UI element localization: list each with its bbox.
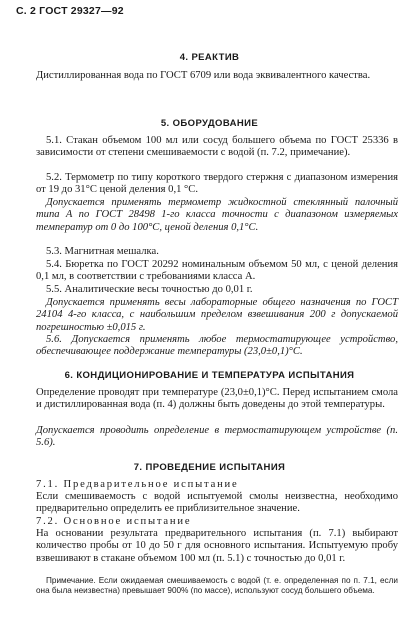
para-5-5-allowance: Допускается применять весы лабораторные общего назначения по ГОСТ 24104 4-го класса, с наибольшим пределом взвешивания 200 г допускаемой погрешностью ±0,015 г. (36, 297, 398, 333)
para-7-1: Если смешиваемость с водой испытуемой смолы неизвестна, необходимо предварительно определить ее приблизительное значение. (36, 491, 398, 515)
section-7-title: 7. ПРОВЕДЕНИЕ ИСПЫТАНИЯ (133, 462, 286, 473)
section-4-text: Дистиллированная вода по ГОСТ 6709 или вода эквивалентного качества. (36, 70, 371, 81)
para-5-2-allowance: Допускается применять термометр жидкостной стеклянный палочный типа А по ГОСТ 28498 1-го класса точности с диапазоном измеряемых температур от 0 до 100°С, ценой деления 0,1°С. (36, 197, 398, 233)
section-5-title: 5. ОБОРУДОВАНИЕ (160, 118, 259, 129)
subheading-7-2: 7.2. Основное испытание (36, 516, 192, 527)
section-4-title: 4. РЕАКТИВ (179, 52, 240, 63)
note-7-2: Примечание. Если ожидаемая смешиваемость с водой (т. е. определенная по п. 7.1, если она была неизвестна) превышает 900% (по массе), используют сосуд большего объема. (36, 576, 398, 595)
para-7-2: На основании результата предварительного испытания (п. 7.1) выбирают количество пробы от 10 до 50 г для основного испытания. Испытуемую пробу взвешивают в стакане объемом 100 мл (п. 5.1) с точностью до 0,01 г. (36, 528, 398, 564)
page-header: С. 2 ГОСТ 29327—92 (16, 5, 124, 17)
para-6-1: Определение проводят при температуре (23,0±0,1)°С. Перед испытанием смола и дистиллированная вода (п. 4) должны быть доведены до этой температуры. (36, 387, 398, 411)
para-5-1: 5.1. Стакан объемом 100 мл или сосуд большего объема по ГОСТ 25336 в зависимости от степени смешиваемости с водой (п. 7.2, примечание). (36, 135, 398, 159)
subheading-7-1: 7.1. Предварительное испытание (36, 479, 239, 490)
section-6-title: 6. КОНДИЦИОНИРОВАНИЕ И ТЕМПЕРАТУРА ИСПЫТАНИЯ (64, 370, 355, 381)
para-5-3: 5.3. Магнитная мешалка. (46, 246, 159, 257)
para-5-2: 5.2. Термометр по типу короткого твердого стержня с диапазоном измерения от 19 до 31°С ценой деления 0,1 °С. (36, 172, 398, 196)
para-5-5: 5.5. Аналитические весы точностью до 0,01 г. (46, 284, 253, 295)
para-6-2: Допускается проводить определение в термостатирующем устройстве (п. 5.6). (36, 425, 398, 449)
para-5-4: 5.4. Бюретка по ГОСТ 20292 номинальным объемом 50 мл, с ценой деления 0,1 мл, в соответствии с требованиями класса А. (36, 259, 398, 283)
para-5-6: 5.6. Допускается применять любое термостатирующее устройство, обеспечивающее поддержание температуры (23,0±0,1)°С. (36, 334, 398, 358)
